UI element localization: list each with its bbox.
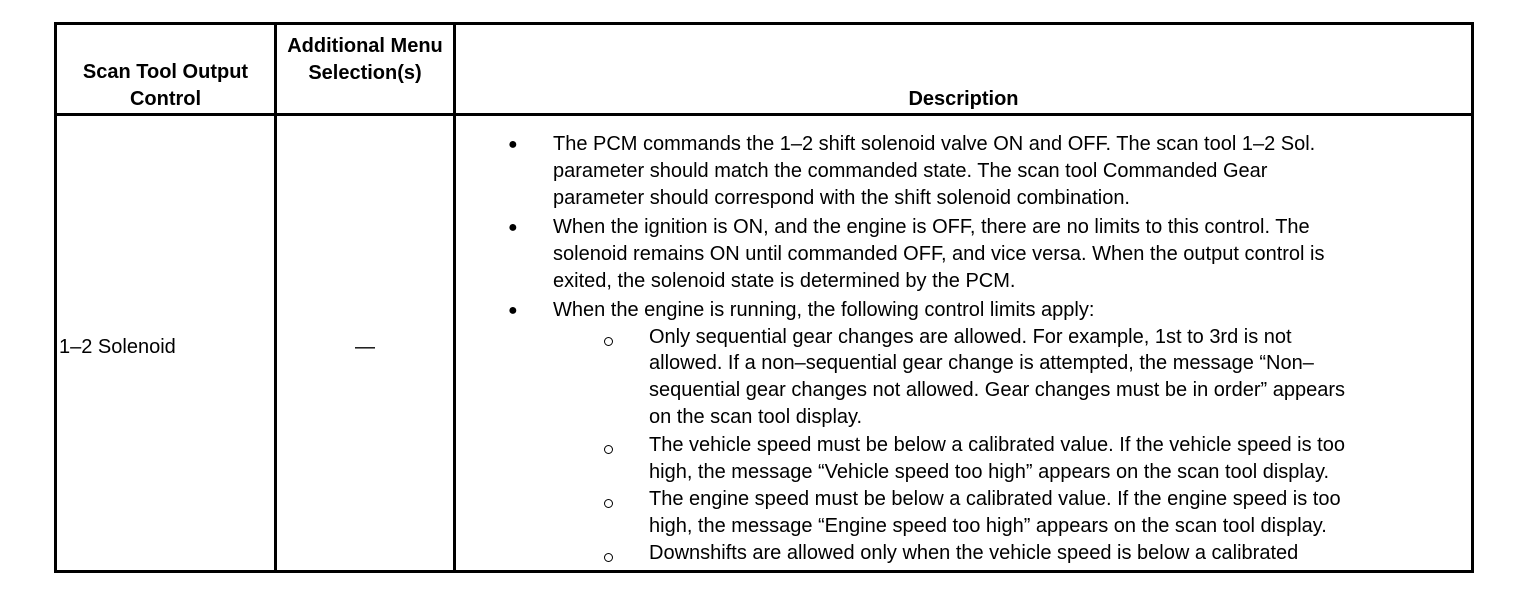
sub-bullet-text-line: sequential gear changes not allowed. Gear changes must be in order” appears: [649, 379, 1345, 401]
sub-bullet-circle: [604, 445, 613, 454]
header-divider: [57, 113, 1471, 116]
sub-bullet-text-line: high, the message “Vehicle speed too high” appears on the scan tool display.: [649, 461, 1330, 483]
sub-bullet-circle: [604, 499, 613, 508]
menu-selection-value: —: [355, 336, 375, 358]
column-divider-1: [274, 25, 277, 570]
header-additional-menu-selections: Additional Menu Selection(s): [287, 35, 443, 84]
sub-bullet-text-line: Only sequential gear changes are allowed. For example, 1st to 3rd is not: [649, 326, 1292, 348]
header-description: Description: [908, 88, 1019, 110]
sub-bullet-circle: [604, 553, 613, 562]
sub-bullet-text-line: Downshifts are allowed only when the vehicle speed is below a calibrated: [649, 542, 1299, 564]
bullet-text-line: parameter should correspond with the shift solenoid combination.: [553, 187, 1130, 209]
bullet-dot: ●: [508, 136, 518, 153]
bullet-text-line: exited, the solenoid state is determined by the PCM.: [553, 270, 1016, 292]
sub-bullet-circle: [604, 337, 613, 346]
bullet-text-line: The PCM commands the 1–2 shift solenoid valve ON and OFF. The scan tool 1–2 Sol.: [553, 133, 1316, 155]
sub-bullet-text-line: The vehicle speed must be below a calibrated value. If the vehicle speed is too: [649, 434, 1345, 456]
header-scan-tool-output-control: Scan Tool Output Control: [82, 61, 249, 110]
bullet-dot: ●: [508, 302, 518, 319]
output-control-name: 1–2 Solenoid: [59, 336, 176, 358]
bullet-text-line: When the ignition is ON, and the engine is OFF, there are no limits to this control. The: [553, 216, 1310, 238]
sub-bullet-text-line: allowed. If a non–sequential gear change is attempted, the message “Non–: [649, 352, 1314, 374]
sub-bullet-text-line: on the scan tool display.: [649, 406, 863, 428]
bullet-dot: ●: [508, 219, 518, 236]
sub-bullet-text-line: high, the message “Engine speed too high” appears on the scan tool display.: [649, 515, 1327, 537]
bullet-text-line: When the engine is running, the following control limits apply:: [553, 299, 1095, 321]
bullet-text-line: parameter should match the commanded state. The scan tool Commanded Gear: [553, 160, 1268, 182]
sub-bullet-text-line: The engine speed must be below a calibrated value. If the engine speed is too: [649, 488, 1341, 510]
output-control-table: [54, 22, 1474, 573]
bullet-text-line: solenoid remains ON until commanded OFF, and vice versa. When the output control is: [553, 243, 1325, 265]
